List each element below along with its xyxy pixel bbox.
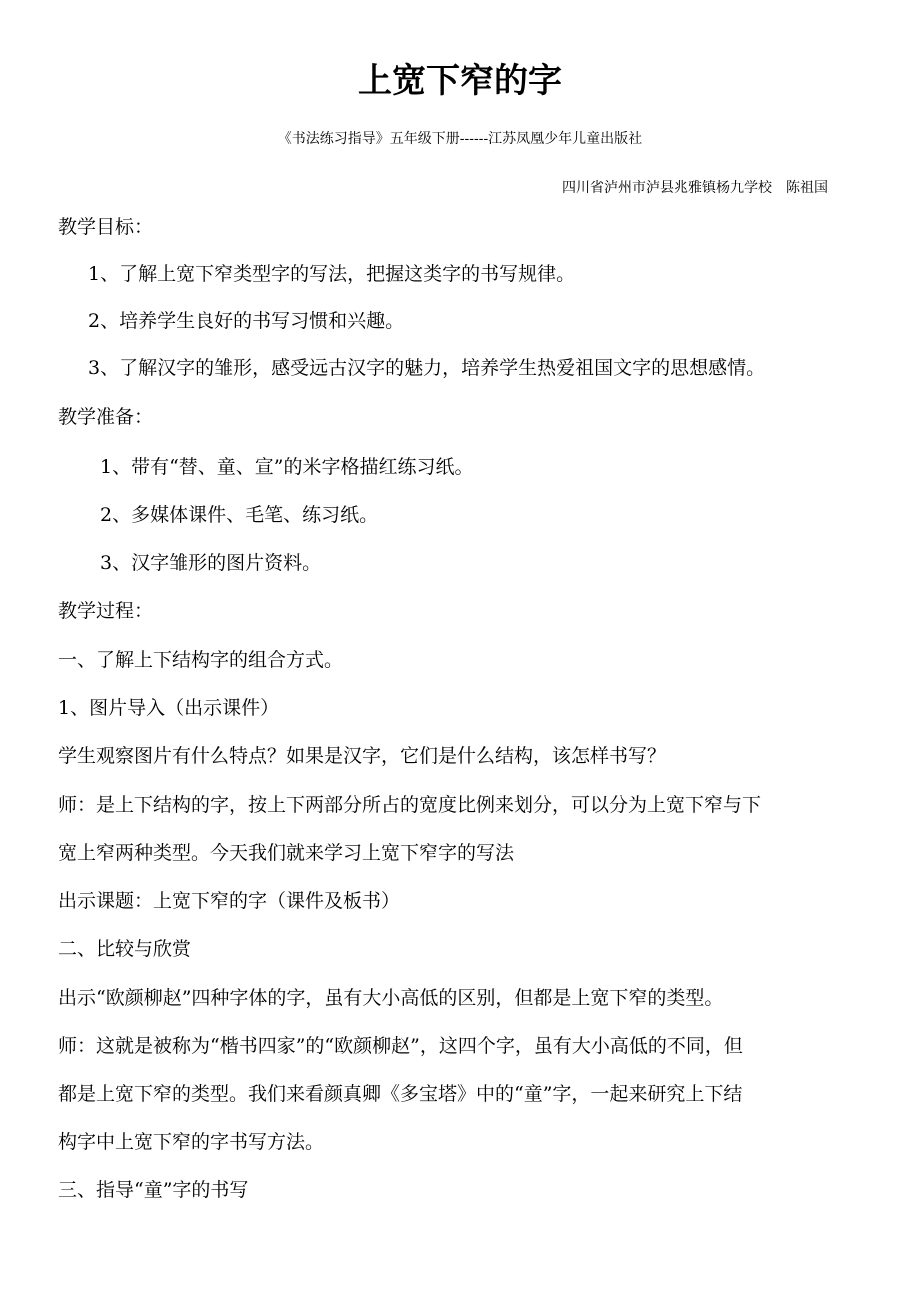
process-line: 二、比较与欣赏 <box>58 938 192 960</box>
process-heading: 教学过程： <box>58 600 154 622</box>
prep-item-3: 3、汉字雏形的图片资料。 <box>100 552 322 574</box>
prep-heading: 教学准备： <box>58 406 154 428</box>
process-line: 构字中上宽下窄的字书写方法。 <box>58 1131 325 1153</box>
process-line: 出示课题：上宽下窄的字（课件及板书） <box>58 890 401 912</box>
process-line: 宽上窄两种类型。今天我们就来学习上宽下窄字的写法 <box>58 842 515 864</box>
author-line: 四川省泸州市泸县兆雅镇杨九学校 陈祖国 <box>562 180 828 196</box>
process-line: 学生观察图片有什么特点？如果是汉字，它们是什么结构，该怎样书写？ <box>58 745 667 767</box>
process-line: 都是上宽下窄的类型。我们来看颜真卿《多宝塔》中的“童”字，一起来研究上下结 <box>58 1083 743 1105</box>
prep-item-1: 1、带有“替、童、宣”的米字格描红练习纸。 <box>100 456 474 478</box>
goal-item-3: 3、了解汉字的雏形，感受远古汉字的魅力，培养学生热爱祖国文字的思想感情。 <box>88 357 766 379</box>
goal-item-2: 2、培养学生良好的书写习惯和兴趣。 <box>88 310 405 332</box>
process-line: 出示“欧颜柳赵”四种字体的字，虽有大小高低的区别，但都是上宽下窄的类型。 <box>58 987 724 1009</box>
source-line: 《书法练习指导》五年级下册------江苏凤凰少年儿童出版社 <box>277 131 643 147</box>
prep-item-2: 2、多媒体课件、毛笔、练习纸。 <box>100 504 379 526</box>
goal-item-1: 1、了解上宽下窄类型字的写法，把握这类字的书写规律。 <box>88 263 576 285</box>
goals-heading: 教学目标： <box>58 216 154 238</box>
process-line: 师：这就是被称为“楷书四家”的“欧颜柳赵”，这四个字，虽有大小高低的不同，但 <box>58 1035 743 1057</box>
process-line: 师：是上下结构的字，按上下两部分所占的宽度比例来划分，可以分为上宽下窄与下 <box>58 794 762 816</box>
process-line: 一、了解上下结构字的组合方式。 <box>58 649 344 671</box>
process-line: 1、图片导入（出示课件） <box>58 697 280 719</box>
process-line: 三、指导“童”字的书写 <box>58 1179 249 1201</box>
document-title: 上宽下窄的字 <box>358 61 562 101</box>
